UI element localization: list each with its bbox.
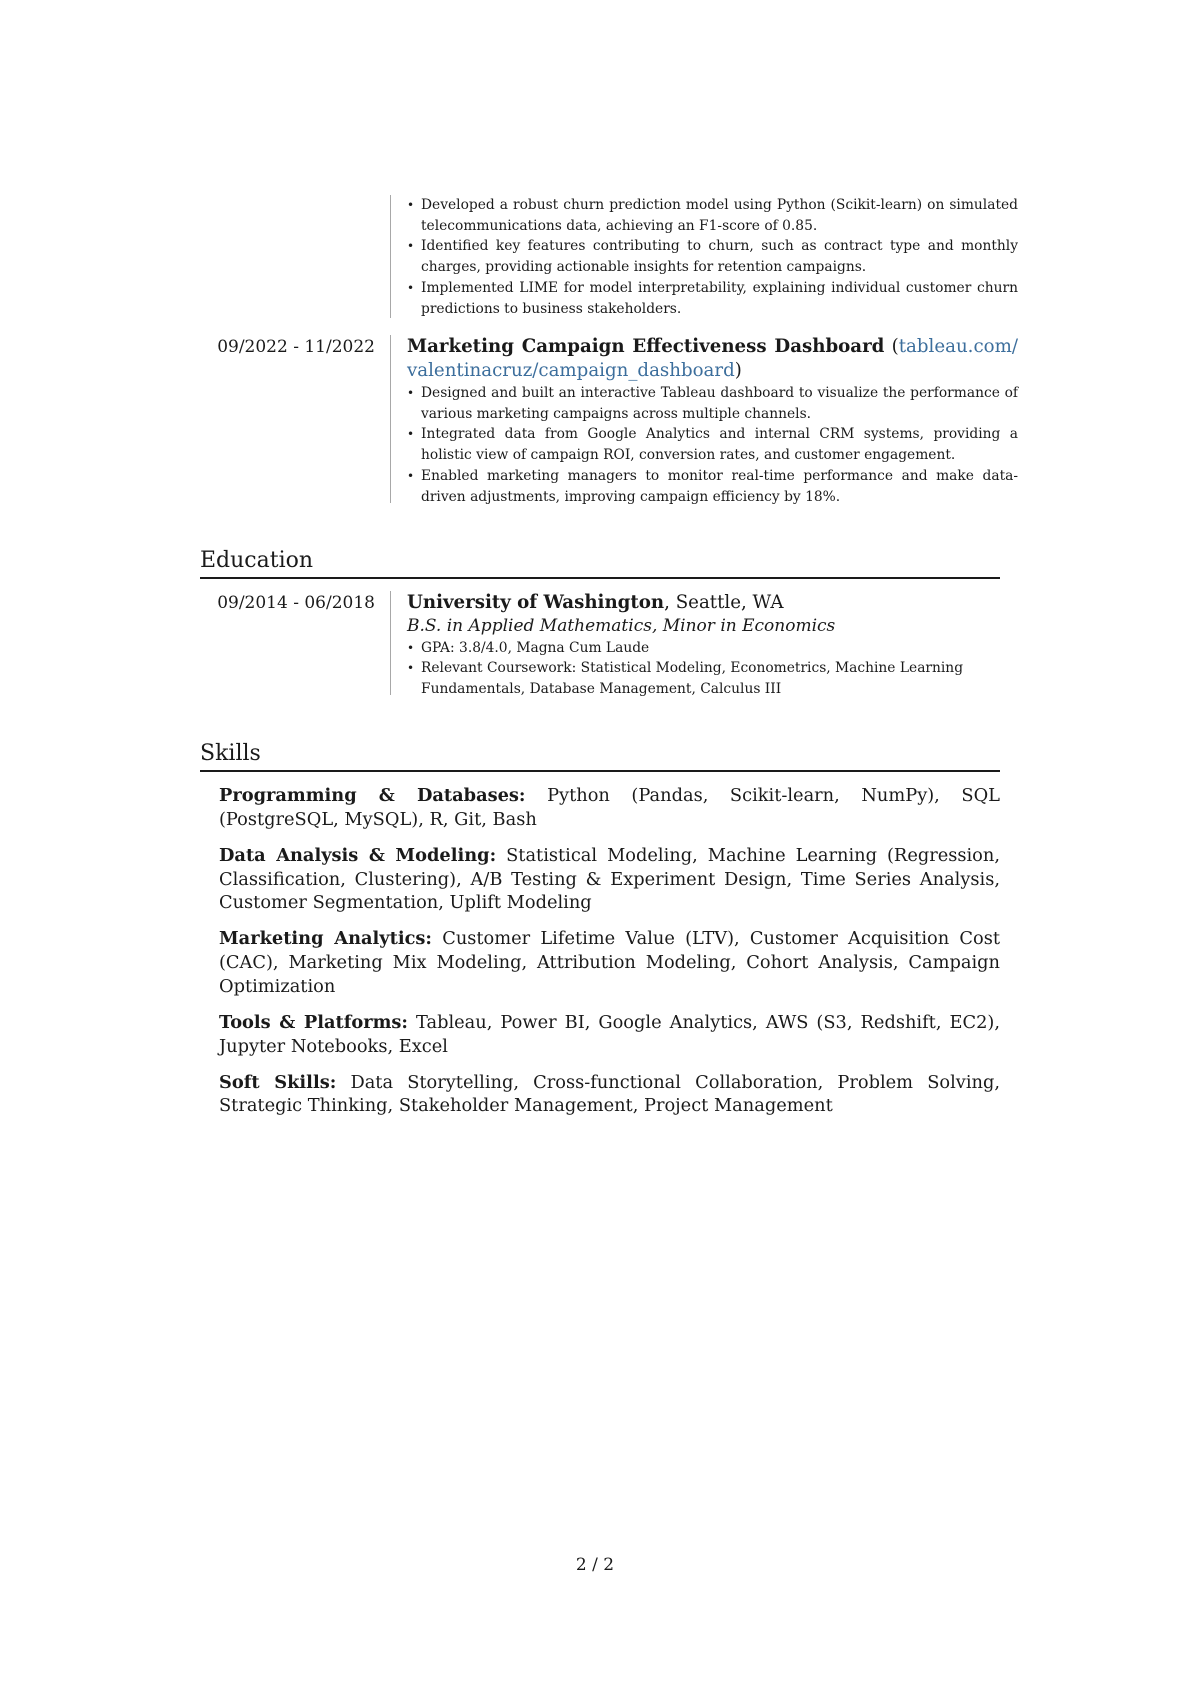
skill-label: Programming & Databases: bbox=[219, 785, 526, 806]
project-dashboard-title-line bbox=[407, 335, 1018, 382]
list-item: • Developed a robust churn prediction model using Python (Scikit-learn) on simulated telecommunications data, achieving an F1-score of 0.85. bbox=[407, 195, 1018, 236]
list-item: • Integrated data from Google Analytics and internal CRM systems, providing a holistic view of campaign ROI, conversion rates, and customer engagement. bbox=[407, 424, 1018, 465]
skill-text: Tableau, Power BI, Google Analytics, AWS (S3, Redshift, EC2), Jupyter Notebooks, Excel bbox=[219, 1011, 1000, 1057]
degree: B.S. in Applied Mathematics, Minor in Economics bbox=[407, 615, 836, 636]
skill-label: Tools & Platforms: bbox=[219, 1011, 408, 1033]
project-dashboard-content bbox=[390, 335, 1018, 503]
skills-list bbox=[219, 784, 1000, 1130]
education-bullets bbox=[407, 638, 1018, 700]
project-link[interactable]: tableau.com/ valentinacruz/campaign_dashboard bbox=[407, 336, 1018, 381]
project-churn-content bbox=[390, 195, 1018, 318]
project-title: Marketing Campaign Effectiveness Dashboard bbox=[407, 336, 885, 357]
education-title-line bbox=[407, 591, 1018, 615]
list-item: • Identified key features contributing to churn, such as contract type and monthly charges, providing actionable insights for retention campaigns. bbox=[407, 236, 1018, 277]
project-dashboard-bullets bbox=[407, 383, 1018, 507]
skill-label: Marketing Analytics: bbox=[219, 928, 432, 950]
list-item: • Designed and built an interactive Tableau dashboard to visualize the performance of various marketing campaigns across multiple channels. bbox=[407, 383, 1018, 424]
skill-text: Python (Pandas, Scikit-learn, NumPy), SQL (PostgreSQL, MySQL), R, Git, Bash bbox=[219, 785, 1000, 830]
skill-text: Statistical Modeling, Machine Learning (Regression, Classification, Clustering), A/B Testing & Experiment Design, Time Series Analysis, Customer Segmentation, Uplift Modeling bbox=[219, 844, 1000, 914]
skill-text: Data Storytelling, Cross-functional Collaboration, Problem Solving, Strategic Thinking, Stakeholder Management, Project Management bbox=[219, 1071, 1000, 1117]
institution-location: , Seattle, WA bbox=[664, 592, 784, 613]
skill-programming bbox=[219, 784, 1000, 831]
project-churn-bullets bbox=[407, 195, 1018, 319]
skill-data-analysis bbox=[219, 844, 1000, 915]
skill-label: Soft Skills: bbox=[219, 1071, 337, 1093]
page-number: 2 / 2 bbox=[575, 1555, 615, 1575]
education-date: 09/2014 - 06/2018 bbox=[217, 593, 375, 613]
list-item: • GPA: 3.8/4.0, Magna Cum Laude bbox=[407, 638, 1018, 659]
project-dashboard-date: 09/2022 - 11/2022 bbox=[217, 337, 375, 357]
skill-tools bbox=[219, 1011, 1000, 1058]
education-heading: Education bbox=[200, 547, 1000, 579]
list-item: • Relevant Coursework: Statistical Modeling, Econometrics, Machine Learning Fundamentals, Database Management, Calculus III bbox=[407, 658, 1018, 699]
skill-soft-skills bbox=[219, 1071, 1000, 1118]
close-paren: ) bbox=[734, 359, 742, 381]
education-content bbox=[390, 591, 1018, 695]
institution-name: University of Washington bbox=[407, 592, 665, 613]
skills-heading: Skills bbox=[200, 740, 1000, 772]
skill-marketing-analytics bbox=[219, 927, 1000, 998]
skill-text: Customer Lifetime Value (LTV), Customer Acquisition Cost (CAC), Marketing Mix Modeling, Attribution Modeling, Cohort Analysis, Campaign Optimization bbox=[219, 928, 1000, 997]
list-item: • Enabled marketing managers to monitor real-time performance and make data-driven adjustments, improving campaign efficiency by 18%. bbox=[407, 466, 1018, 507]
skill-label: Data Analysis & Modeling: bbox=[219, 844, 497, 866]
open-paren: ( bbox=[884, 336, 899, 357]
list-item: • Implemented LIME for model interpretability, explaining individual customer churn predictions to business stakeholders. bbox=[407, 278, 1018, 319]
